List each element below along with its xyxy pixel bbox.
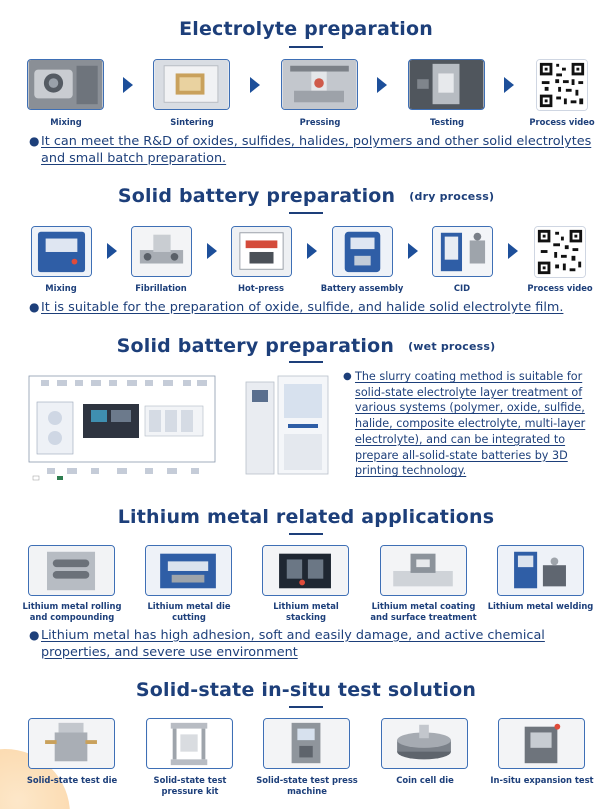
item-label: Solid-state test die [26,775,118,785]
arrow-icon [408,243,418,259]
item-image-stacking [262,545,349,596]
step-image-mixing-dry [31,226,92,277]
step-label: Mixing [45,283,77,293]
qr-code-icon[interactable] [536,59,588,111]
arrow-icon [504,77,514,93]
step-image-mixing [27,59,104,110]
arrow-icon [377,77,387,93]
step-label: Hot-press [237,283,285,293]
arrow-icon [307,243,317,259]
item-image-die-cutting [145,545,232,596]
item-label: Lithium metal stacking [273,601,339,622]
item-label: Lithium metal rolling and compounding [22,601,122,622]
section-note-lithium: ● Lithium metal has high adhesion, soft and easily damage, and active chemical properties, and severe use environment [29,628,545,660]
arrow-icon [107,243,117,259]
step-image-cid [432,226,493,277]
item-label: Lithium metal welding [487,601,594,611]
item-image-coin-cell-die [381,718,468,769]
item-label: Lithium metal die cutting [147,601,231,622]
section-note-electrolyte: ● It can meet the R&D of oxides, sulfides, halides, polymers and other solid electrolytes and small batch preparation. [29,134,592,166]
step-image-pressing [281,59,358,110]
section-title-insitu: Solid-state in-situ test solution [135,679,477,701]
step-image-battery-assembly [332,226,393,277]
step-label: Mixing [50,117,82,127]
step-image-hot-press [231,226,292,277]
item-image-coating [380,545,467,596]
step-label: CID [453,283,471,293]
item-image-expansion-test [498,718,585,769]
item-label: Coin cell die [396,775,454,785]
step-label: Sintering [170,117,214,127]
step-label: Battery assembly [320,283,404,293]
item-image-rolling [28,545,115,596]
step-image-fibrillation [131,226,192,277]
step-image-sintering [153,59,230,110]
step-label: Process video [529,117,595,127]
step-image-testing [408,59,485,110]
item-label: Solid-state test press machine [256,775,358,796]
section-title-dry: Solid battery preparation (dry process) [117,185,495,207]
title-rule [289,46,323,48]
item-image-pressure-kit [146,718,233,769]
title-rule [289,361,323,363]
item-image-press-machine [263,718,350,769]
item-label: Solid-state test pressure kit [153,775,227,796]
item-image-test-die [28,718,115,769]
section-note-wet: ● The slurry coating method is suitable for solid-state electrolyte layer treatment of various systems (polymer, oxide, sulfide, halide, composite electrolyte, multi-layer electrolyte), and can be integrated to prepare all-solid-state batteries by 3D printing technology. [343,370,586,478]
arrow-icon [207,243,217,259]
wet-process-layout-diagram [27,372,219,484]
step-label: Process video [527,283,593,293]
arrow-icon [123,77,133,93]
item-label: Lithium metal coating and surface treatment [370,601,477,622]
qr-code-icon[interactable] [534,226,586,278]
wet-process-machine-image [240,372,331,482]
section-title-electrolyte: Electrolyte preparation [179,18,433,40]
step-label: Pressing [299,117,341,127]
arrow-icon [508,243,518,259]
title-rule [289,706,323,708]
arrow-icon [250,77,260,93]
item-label: In-situ expansion test [490,775,594,785]
section-note-dry: ● It is suitable for the preparation of oxide, sulfide, and halide solid electrolyte film. [29,300,564,315]
title-rule [289,533,323,535]
section-title-wet: Solid battery preparation (wet process) [116,335,496,357]
title-rule [289,212,323,214]
section-title-lithium: Lithium metal related applications [117,506,495,528]
step-label: Fibrillation [135,283,187,293]
item-image-welding [497,545,584,596]
step-label: Testing [429,117,465,127]
